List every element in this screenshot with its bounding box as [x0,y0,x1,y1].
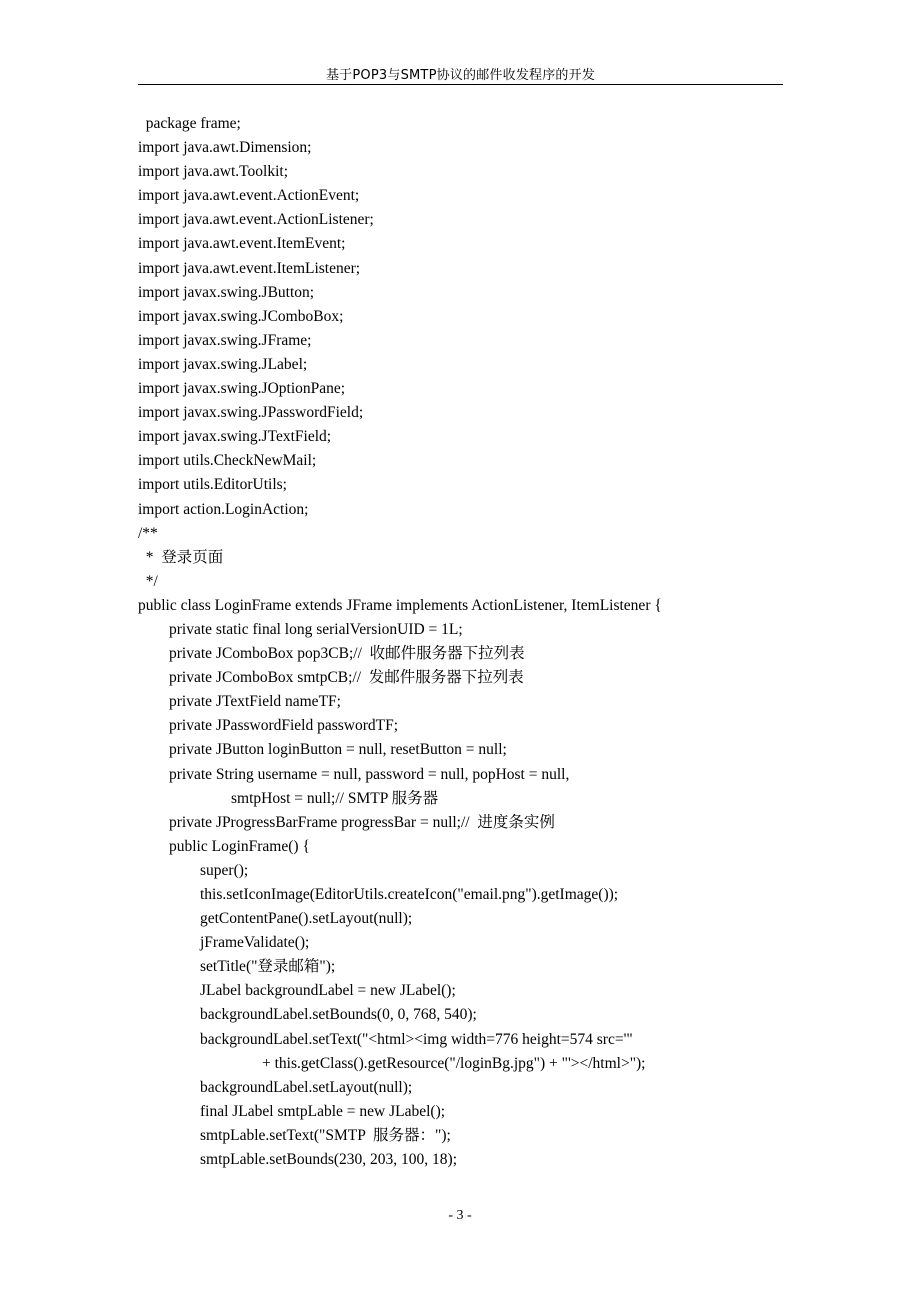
code-line: private JComboBox pop3CB;// 收邮件服务器下拉列表 [138,645,525,663]
code-line: /** [138,524,158,542]
code-line: import javax.swing.JOptionPane; [138,380,346,398]
code-line: private JTextField nameTF; [138,693,341,711]
code-line: package frame; [138,115,241,132]
code-line: import utils.EditorUtils; [138,476,287,494]
code-line: + this.getClass().getResource("/loginBg.jpg") + "'></html>"); [138,1054,646,1072]
code-line: jFrameValidate(); [138,934,310,952]
code-line: smtpHost = null;// SMTP 服务器 [138,789,439,807]
page-number: - 3 - [448,1208,472,1223]
code-line: smtpLable.setText("SMTP 服务器："); [138,1126,451,1144]
running-header: 基于POP3与SMTP协议的邮件收发程序的开发 [325,68,596,83]
code-line: private JComboBox smtpCB;// 发邮件服务器下拉列表 [138,669,524,687]
code-line: private static final long serialVersionUID = 1L; [138,620,463,638]
code-line: private JProgressBarFrame progressBar = null;// 进度条实例 [138,813,555,831]
code-line: import javax.swing.JComboBox; [138,307,344,325]
code-line: private JButton loginButton = null, resetButton = null; [138,741,507,759]
code-line: * 登录页面 [138,548,224,566]
code-listing [138,112,778,1172]
code-line: import java.awt.event.ItemListener; [138,259,361,277]
code-line: public LoginFrame() { [138,837,310,855]
code-line: setTitle("登录邮箱"); [138,958,336,976]
code-line: backgroundLabel.setLayout(null); [138,1078,413,1096]
code-line: import java.awt.event.ItemEvent; [138,235,346,253]
code-line: super(); [138,861,249,879]
code-line: public class LoginFrame extends JFrame implements ActionListener, ItemListener { [138,596,662,614]
code-line: import javax.swing.JFrame; [138,331,312,349]
code-line: */ [138,572,158,590]
code-line: import java.awt.event.ActionListener; [138,211,374,229]
code-line: this.setIconImage(EditorUtils.createIcon("email.png").getImage()); [138,886,619,903]
code-line: import java.awt.Dimension; [138,139,312,157]
code-line: import javax.swing.JPasswordField; [138,404,364,422]
code-line: import javax.swing.JButton; [138,283,315,301]
code-line: import java.awt.Toolkit; [138,163,289,181]
code-line: import javax.swing.JLabel; [138,355,308,373]
code-line: private JPasswordField passwordTF; [138,717,399,735]
code-line: JLabel backgroundLabel = new JLabel(); [138,982,456,1000]
code-line: backgroundLabel.setText("<html><img width=776 height=574 src='" [138,1030,633,1048]
code-line: import java.awt.event.ActionEvent; [138,187,360,205]
code-line: private String username = null, password = null, popHost = null, [138,765,570,783]
code-line: import utils.CheckNewMail; [138,452,317,470]
code-line: import action.LoginAction; [138,500,309,518]
code-line: smtpLable.setBounds(230, 203, 100, 18); [138,1151,458,1169]
header-divider [138,84,783,85]
code-line: final JLabel smtpLable = new JLabel(); [138,1102,446,1120]
code-line: getContentPane().setLayout(null); [138,910,413,928]
code-line: backgroundLabel.setBounds(0, 0, 768, 540); [138,1006,477,1024]
code-line: import javax.swing.JTextField; [138,428,332,446]
